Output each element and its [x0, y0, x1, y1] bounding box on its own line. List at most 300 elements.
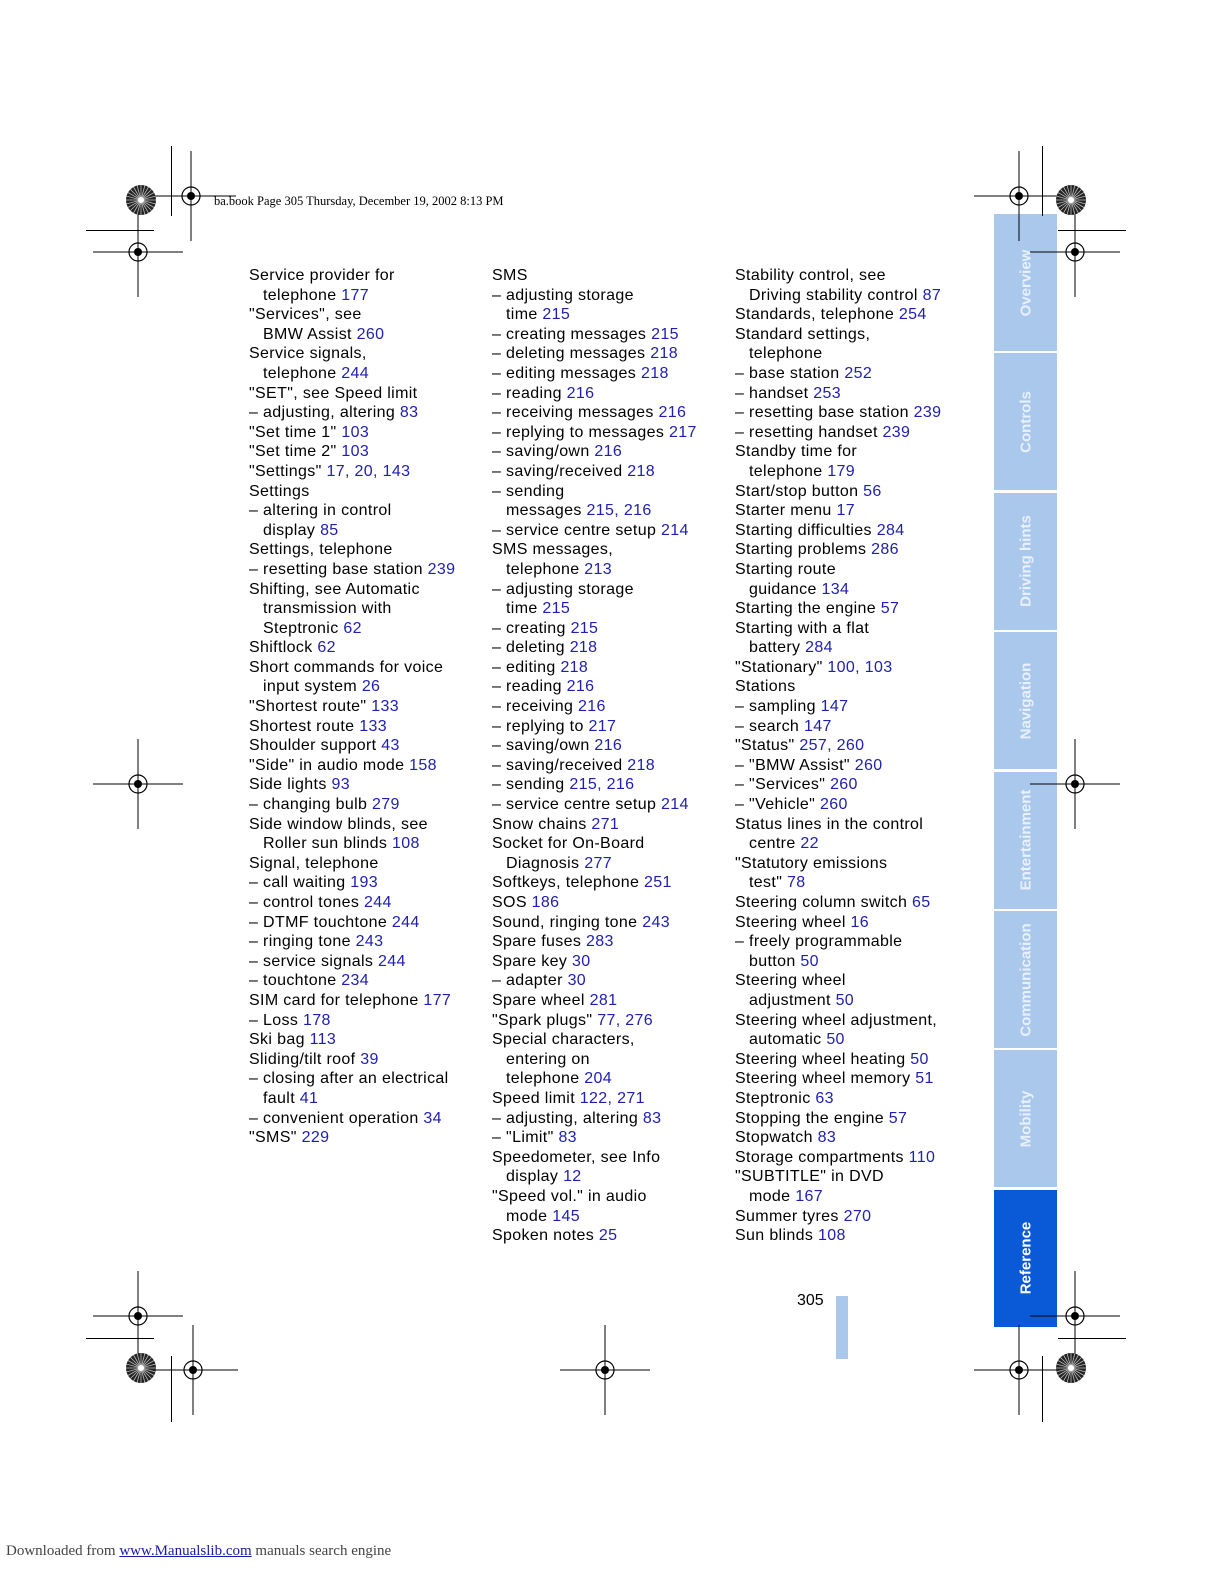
page-reference[interactable]: 100, 103	[827, 658, 893, 676]
entry-text: – adjusting, altering	[492, 1109, 643, 1127]
index-entry	[492, 521, 728, 541]
index-entry	[249, 854, 485, 874]
index-entry	[492, 756, 728, 776]
page-reference[interactable]: 214	[661, 796, 689, 814]
page-reference[interactable]: 251	[643, 874, 672, 892]
index-entry	[492, 442, 728, 462]
entry-text: test"	[749, 874, 788, 892]
index-entry	[735, 580, 971, 600]
entry-text: – "Limit"	[492, 1129, 559, 1147]
page-reference[interactable]: 51	[915, 1070, 934, 1088]
entry-text: – adjusting storage	[492, 580, 634, 598]
index-entry	[492, 658, 728, 678]
index-entry	[249, 482, 485, 502]
index-entry	[735, 1011, 971, 1031]
entry-text: Shiftlock	[249, 639, 318, 657]
entry-text: telephone	[506, 1070, 585, 1088]
page-reference[interactable]: 179	[827, 462, 855, 480]
entry-text: "Settings"	[249, 462, 327, 480]
page-reference[interactable]: 260	[830, 776, 858, 794]
page-reference[interactable]: 50	[800, 952, 819, 970]
entry-text: button	[749, 952, 801, 970]
page-reference[interactable]: 133	[371, 698, 400, 716]
index-entry	[492, 932, 728, 952]
entry-text: Diagnosis	[506, 854, 585, 872]
page-reference[interactable]: 218	[627, 462, 656, 480]
page-reference[interactable]: 271	[591, 815, 620, 833]
index-entry	[492, 1167, 728, 1187]
page-reference[interactable]: 216	[578, 698, 606, 716]
entry-text: Spare fuses	[492, 933, 587, 951]
entry-text: fault	[263, 1089, 300, 1107]
entry-text: automatic	[749, 1031, 827, 1049]
entry-text: Short commands for voice	[249, 658, 444, 676]
index-entry	[492, 482, 728, 502]
page-reference[interactable]: 216	[594, 737, 623, 755]
index-column-2	[492, 266, 728, 1246]
entry-text: – "Vehicle"	[735, 796, 820, 814]
index-entry	[735, 1167, 971, 1187]
index-entry	[249, 677, 485, 697]
index-entry	[735, 521, 971, 541]
registration-mark-icon	[1030, 207, 1120, 297]
page-reference[interactable]: 254	[898, 306, 927, 324]
index-entry	[492, 1089, 728, 1109]
page-reference[interactable]: 216	[658, 404, 687, 422]
entry-text: – handset	[735, 384, 814, 402]
page-reference[interactable]: 50	[826, 1031, 845, 1049]
page-reference[interactable]: 85	[320, 521, 339, 539]
index-entry	[735, 364, 971, 384]
entry-text: Steering column switch	[735, 894, 913, 911]
entry-text: display	[263, 521, 321, 539]
index-entry	[249, 619, 485, 639]
entry-text: Standard settings,	[735, 325, 871, 343]
index-entry	[735, 893, 971, 913]
page-reference[interactable]: 147	[803, 717, 832, 735]
entry-text: Status lines in the control	[735, 815, 924, 833]
entry-text: battery	[749, 639, 806, 657]
entry-text: Socket for On-Board	[492, 835, 645, 853]
index-entry	[492, 873, 728, 893]
index-entry	[735, 482, 971, 502]
entry-text: – Loss	[249, 1011, 304, 1029]
index-entry	[249, 1030, 485, 1050]
index-entry	[492, 423, 728, 443]
index-entry	[249, 1011, 485, 1031]
index-entry	[249, 442, 485, 462]
index-entry	[735, 1050, 971, 1070]
page-reference[interactable]: 253	[813, 384, 841, 402]
page-reference[interactable]: 34	[423, 1109, 442, 1127]
page-reference[interactable]: 217	[669, 423, 697, 441]
index-entry	[249, 795, 485, 815]
index-entry	[735, 991, 971, 1011]
index-entry	[249, 1089, 485, 1109]
page-reference[interactable]: 215	[570, 619, 599, 637]
page-reference[interactable]: 108	[392, 835, 420, 853]
page-reference[interactable]: 122, 271	[579, 1089, 645, 1107]
entry-text: – touchtone	[249, 972, 342, 990]
tab-label: Mobility	[1017, 1090, 1034, 1148]
entry-text: – service signals	[249, 952, 379, 970]
page-reference[interactable]: 270	[843, 1207, 872, 1225]
page-reference[interactable]: 244	[341, 364, 369, 382]
index-entry	[735, 932, 971, 952]
entry-text: SIM card for telephone	[249, 991, 424, 1009]
page-reference[interactable]: 78	[787, 874, 806, 892]
tab-label: Entertainment	[1017, 789, 1034, 891]
entry-text: SOS	[492, 894, 532, 911]
page-reference[interactable]: 113	[309, 1031, 337, 1049]
page-reference[interactable]: 43	[381, 737, 400, 755]
entry-text: – call waiting	[249, 874, 351, 892]
page-reference[interactable]: 12	[563, 1168, 582, 1186]
page-reference[interactable]: 204	[584, 1070, 612, 1088]
page-reference[interactable]: 286	[871, 541, 899, 559]
page-reference[interactable]: 281	[589, 991, 618, 1009]
page-reference[interactable]: 215	[542, 306, 571, 324]
index-entry	[249, 697, 485, 717]
entry-text: – sampling	[735, 698, 821, 716]
entry-text: – replying to messages	[492, 423, 670, 441]
page-reference[interactable]: 260	[356, 325, 385, 343]
page-reference[interactable]: 215	[542, 600, 571, 618]
index-entry	[735, 325, 971, 345]
index-entry	[492, 619, 728, 639]
entry-text: guidance	[749, 580, 822, 598]
page-reference[interactable]: 229	[301, 1129, 330, 1147]
entry-text: Start/stop button	[735, 482, 864, 500]
page-reference[interactable]: 216	[566, 678, 595, 696]
entry-text: – DTMF touchtone	[249, 913, 392, 931]
entry-text: Steering wheel memory	[735, 1070, 916, 1088]
index-entry	[735, 384, 971, 404]
page-reference[interactable]: 215, 216	[569, 776, 635, 794]
page-reference[interactable]: 244	[391, 913, 420, 931]
page-reference[interactable]: 279	[372, 796, 400, 814]
entry-text: Standards, telephone	[735, 306, 899, 324]
entry-text: – receiving messages	[492, 404, 659, 422]
index-entry	[249, 736, 485, 756]
page-reference[interactable]: 218	[569, 639, 598, 657]
page-reference[interactable]: 158	[409, 756, 437, 774]
page-reference[interactable]: 87	[922, 286, 942, 304]
index-entry	[492, 1011, 728, 1031]
page-reference[interactable]: 167	[795, 1187, 823, 1205]
entry-text: SMS messages,	[492, 541, 614, 559]
index-entry	[735, 795, 971, 815]
entry-text: – base station	[735, 364, 845, 382]
tab-mobility[interactable]	[994, 1050, 1057, 1187]
entry-text: – adapter	[492, 972, 568, 990]
page-reference[interactable]: 65	[912, 894, 931, 911]
entry-text: – replying to	[492, 717, 589, 735]
manualslib-link[interactable]: www.Manualslib.com	[119, 1543, 252, 1559]
entry-text: – creating	[492, 619, 571, 637]
index-entry	[492, 1030, 728, 1050]
index-entry	[735, 266, 971, 286]
entry-text: – resetting handset	[735, 423, 883, 441]
page-reference[interactable]: 277	[584, 854, 612, 872]
tab-label: Reference	[1017, 1222, 1034, 1295]
page-reference[interactable]: 177	[423, 991, 452, 1009]
registration-mark-icon	[148, 1325, 238, 1415]
page-reference[interactable]: 214	[661, 521, 689, 539]
entry-text: Side lights	[249, 776, 332, 794]
page-reference[interactable]: 108	[818, 1227, 846, 1245]
page-reference[interactable]: 244	[364, 894, 392, 911]
tab-driving-hints[interactable]	[994, 493, 1057, 630]
entry-text: – service centre setup	[492, 796, 662, 814]
footer-suffix: manuals search engine	[251, 1543, 392, 1559]
page-reference[interactable]: 178	[303, 1011, 331, 1029]
entry-text: Steering wheel adjustment,	[735, 1011, 938, 1029]
page-reference[interactable]: 147	[820, 698, 849, 716]
page-reference[interactable]: 26	[361, 678, 381, 696]
index-entry	[492, 717, 728, 737]
tab-label: Controls	[1017, 391, 1034, 453]
page-reference[interactable]: 215	[651, 325, 679, 343]
page-reference[interactable]: 56	[863, 482, 882, 500]
page-reference[interactable]: 17	[836, 502, 855, 520]
index-entry	[492, 1207, 728, 1227]
page-reference[interactable]: 218	[640, 364, 669, 382]
page-reference[interactable]: 252	[844, 364, 873, 382]
index-entry	[249, 599, 485, 619]
entry-text: Steering wheel heating	[735, 1050, 911, 1068]
entry-text: – altering in control	[249, 502, 392, 520]
entry-text: – resetting base station	[249, 560, 428, 578]
index-entry	[492, 325, 728, 345]
index-entry	[249, 540, 485, 560]
index-entry	[735, 1030, 971, 1050]
tab-communication[interactable]	[994, 911, 1057, 1048]
entry-text: "Spark plugs"	[492, 1011, 598, 1029]
page-reference[interactable]: 30	[571, 952, 591, 970]
index-entry	[492, 775, 728, 795]
index-entry	[249, 501, 485, 521]
index-entry	[735, 854, 971, 874]
index-entry	[492, 266, 728, 286]
index-entry	[249, 873, 485, 893]
page-reference[interactable]: 57	[888, 1109, 908, 1127]
page-reference[interactable]: 213	[584, 560, 612, 578]
index-entry	[735, 971, 971, 991]
index-entry	[735, 873, 971, 893]
index-entry	[492, 795, 728, 815]
page-reference[interactable]: 283	[586, 933, 614, 951]
entry-text: – editing messages	[492, 364, 641, 382]
index-column-3	[735, 266, 971, 1246]
index-entry	[735, 403, 971, 423]
page-reference[interactable]: 16	[850, 913, 870, 931]
page-reference[interactable]: 41	[299, 1089, 319, 1107]
index-entry	[249, 1069, 485, 1089]
entry-text: Sound, ringing tone	[492, 913, 643, 931]
entry-text: Starting with a flat	[735, 619, 870, 637]
page-reference[interactable]: 216	[594, 443, 623, 461]
entry-text: Spare key	[492, 952, 572, 970]
page-reference[interactable]: 239	[882, 423, 911, 441]
page-reference[interactable]: 260	[819, 796, 848, 814]
page-reference[interactable]: 22	[800, 835, 819, 853]
index-entry	[249, 384, 485, 404]
entry-text: Ski bag	[249, 1031, 310, 1049]
index-entry	[735, 344, 971, 364]
index-entry	[735, 1089, 971, 1109]
entry-text: "Set time 2"	[249, 443, 342, 461]
entry-text: Special characters,	[492, 1031, 635, 1049]
entry-text: Steptronic	[735, 1089, 816, 1107]
page-reference[interactable]: 284	[876, 521, 905, 539]
registration-mark-icon	[974, 1325, 1064, 1415]
index-entry	[492, 1109, 728, 1129]
index-entry	[249, 344, 485, 364]
index-entry	[735, 305, 971, 325]
page-reference[interactable]: 62	[317, 639, 336, 657]
page-reference[interactable]: 30	[567, 972, 587, 990]
page-reference[interactable]: 57	[880, 600, 900, 618]
page-reference[interactable]: 284	[805, 639, 833, 657]
page-reference[interactable]: 63	[815, 1089, 834, 1107]
entry-text: Steering wheel	[735, 972, 846, 990]
page-reference[interactable]: 133	[359, 717, 387, 735]
page-reference[interactable]: 239	[913, 404, 942, 422]
page-reference[interactable]: 50	[835, 991, 855, 1009]
index-entry	[492, 599, 728, 619]
index-entry	[249, 580, 485, 600]
entry-text: – closing after an electrical	[249, 1070, 449, 1088]
page-reference[interactable]: 234	[341, 972, 370, 990]
index-entry	[492, 1187, 728, 1207]
entry-text: Snow chains	[492, 815, 592, 833]
entry-text: entering on	[506, 1050, 590, 1068]
entry-text: telephone	[749, 462, 828, 480]
page-reference[interactable]: 260	[854, 756, 883, 774]
page-reference[interactable]: 177	[341, 286, 369, 304]
index-entry	[735, 913, 971, 933]
entry-text: telephone	[263, 364, 342, 382]
page-reference[interactable]: 17, 20, 143	[326, 462, 411, 480]
entry-text: mode	[506, 1207, 553, 1225]
entry-text: "Speed vol." in audio	[492, 1187, 647, 1205]
index-entry	[492, 580, 728, 600]
index-entry	[492, 834, 728, 854]
page-reference[interactable]: 243	[355, 933, 384, 951]
page-reference[interactable]: 218	[650, 345, 678, 363]
index-entry	[492, 854, 728, 874]
page-reference[interactable]: 83	[817, 1129, 837, 1147]
entry-text: Speed limit	[492, 1089, 580, 1107]
page-reference[interactable]: 93	[331, 776, 350, 794]
index-entry	[249, 266, 485, 286]
index-entry	[735, 756, 971, 776]
entry-text: display	[506, 1168, 564, 1186]
index-entry	[249, 658, 485, 678]
index-entry	[735, 1148, 971, 1168]
entry-text: Sun blinds	[735, 1227, 819, 1245]
index-entry	[492, 677, 728, 697]
index-entry	[735, 677, 971, 697]
entry-text: "SMS"	[249, 1129, 302, 1147]
page-reference[interactable]: 83	[642, 1109, 662, 1127]
entry-text: – reading	[492, 678, 567, 696]
index-entry	[249, 364, 485, 384]
entry-text: Storage compartments	[735, 1148, 909, 1166]
index-entry	[492, 560, 728, 580]
entry-text: Starting difficulties	[735, 521, 877, 539]
page-reference[interactable]: 186	[531, 894, 560, 911]
page-reference[interactable]: 77, 276	[597, 1011, 654, 1029]
entry-text: Starting route	[735, 560, 836, 578]
page-reference[interactable]: 62	[343, 619, 362, 637]
index-entry	[249, 913, 485, 933]
page-reference[interactable]: 50	[910, 1050, 929, 1068]
page-reference[interactable]: 244	[378, 952, 406, 970]
page-reference[interactable]: 218	[560, 658, 589, 676]
page-reference[interactable]: 217	[588, 717, 617, 735]
index-entry	[735, 1187, 971, 1207]
index-entry	[249, 560, 485, 580]
page-reference[interactable]: 145	[552, 1207, 580, 1225]
entry-text: – creating messages	[492, 325, 652, 343]
entry-text: Side window blinds, see	[249, 815, 428, 833]
entry-text: Spoken notes	[492, 1227, 599, 1245]
entry-text: – freely programmable	[735, 933, 903, 951]
index-entry	[735, 658, 971, 678]
entry-text: – ringing tone	[249, 933, 356, 951]
index-entry	[735, 815, 971, 835]
index-entry	[249, 971, 485, 991]
index-entry	[249, 325, 485, 345]
entry-text: input system	[263, 678, 362, 696]
page-reference[interactable]: 239	[427, 560, 456, 578]
entry-text: Stations	[735, 678, 796, 696]
index-entry	[735, 619, 971, 639]
page-reference[interactable]: 193	[350, 874, 379, 892]
page-reference[interactable]: 83	[558, 1129, 577, 1147]
download-footer	[6, 1543, 391, 1560]
index-entry	[735, 736, 971, 756]
page-reference[interactable]: 134	[821, 580, 850, 598]
page-reference[interactable]: 103	[341, 443, 370, 461]
index-entry	[735, 462, 971, 482]
entry-text: Stability control, see	[735, 267, 886, 284]
page-reference[interactable]: 215, 216	[586, 502, 652, 520]
entry-text: Steptronic	[263, 619, 344, 637]
entry-text: "Status"	[735, 737, 800, 755]
page-reference[interactable]: 218	[627, 756, 656, 774]
page-reference[interactable]: 103	[341, 423, 370, 441]
index-entry	[735, 1207, 971, 1227]
entry-text: adjustment	[749, 991, 836, 1009]
page-reference[interactable]: 257, 260	[799, 737, 865, 755]
entry-text: Driving stability control	[749, 286, 923, 304]
page-reference[interactable]: 110	[908, 1148, 936, 1166]
entry-text: Standby time for	[735, 443, 858, 461]
entry-text: Shortest route	[249, 717, 360, 735]
page-reference[interactable]: 83	[399, 404, 419, 422]
index-entry	[735, 1109, 971, 1129]
page-number: 305	[797, 1292, 824, 1309]
page-reference[interactable]: 243	[642, 913, 670, 931]
page-reference[interactable]: 39	[360, 1050, 379, 1068]
tab-controls[interactable]	[994, 353, 1057, 490]
page-reference[interactable]: 216	[566, 384, 595, 402]
page-reference[interactable]: 25	[598, 1227, 618, 1245]
index-entry	[249, 1109, 485, 1129]
